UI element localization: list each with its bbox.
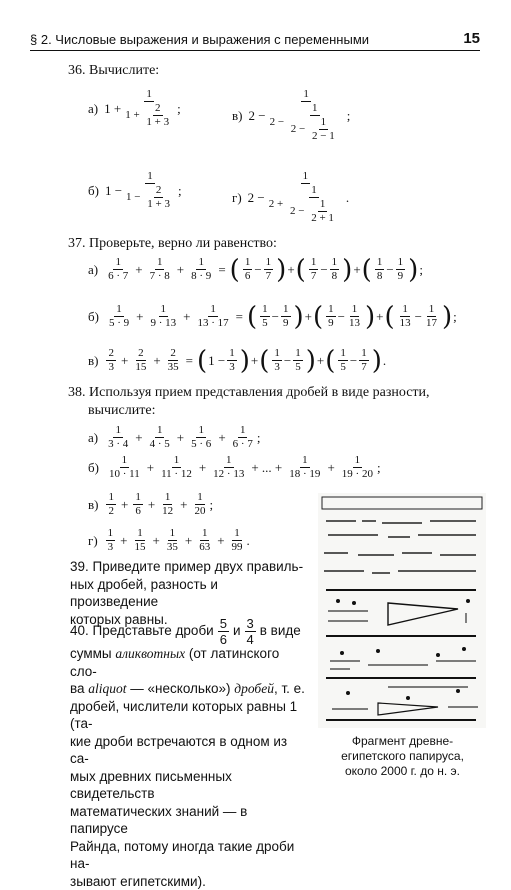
task-37-v: в) $\frac{2}{3}$ + $\frac{2}{15}$ + $\frac{2}{35}$ = ( 1 − $\frac{1}{3}$ ) + ( $\frac{1}{3}$ − $\frac{1}{5}$ ) + ( $\frac{1}{5}$ − $\frac{1}{7}$ ) . [88, 345, 387, 376]
task-36-b: б) 1 − 1 1 − $\frac{2}{1 + 3}$ ; [88, 170, 182, 210]
task-37-title: 37. Проверьте, верно ли равенство: [68, 236, 277, 251]
task-38-g: г) $\frac{1}{3}$ + $\frac{1}{15}$ + $\frac{1}{35}$ + $\frac{1}{63}$ + $\frac{1}{99}$ . [88, 527, 250, 553]
papyrus-fragment-illustration [318, 493, 486, 728]
page-header [30, 30, 480, 51]
task-39-text: 39. Приведите пример двух правиль- ных дробей, разность и произведение которых равны. [70, 559, 304, 627]
papyrus-caption: Фрагмент древне- египетского папируса, около 2000 г. до н. э. [341, 734, 464, 778]
papyrus-image [318, 493, 486, 728]
task-37-b: б) $\frac{1}{5 \cdot 9}$ + $\frac{1}{9 \cdot 13}$ + $\frac{1}{13 \cdot 17}$ = ( $\frac{1}{5}$ − $\frac{1}{9}$ ) + ( $\frac{1}{9}$ − $\frac{1}{13}$ ) + ( $\frac{1}{13}$ − $\frac{1}{17}$ ) ; [88, 301, 457, 332]
task-37-a: а) $\frac{1}{6 \cdot 7}$ + $\frac{1}{7 \cdot 8}$ + $\frac{1}{8 \cdot 9}$ = ( $\frac{1}{6}$ − $\frac{1}{7}$ ) + ( $\frac{1}{7}$ − $\frac{1}{8}$ ) + ( $\frac{1}{8}$ − $\frac{1}{9}$ ) ; [88, 254, 423, 285]
task-40-text: 40. Представьте дроби $\frac{5}{6}$ и $\frac{3}{4}$ в виде суммы аликвотных (от латинского сло- ва aliquot — «несколько») дробей, т. е. дробей, числители которых равны 1 (та- кие дроби встречаются в одном из са- мых древних письменных свидетельств математических знаний — в папирусе Райнда, потому иногда такие дроби на- зывают египетскими). [70, 615, 305, 889]
section-title: § 2. Числовые выражения и выражения с переменными [30, 32, 370, 47]
task-38-title-line2: вычислите: [88, 403, 156, 418]
task-36-title: 36. Вычислите: [68, 63, 160, 78]
task-36-v: в) 2 − 1 2 − 1 2 − $\frac{1}{2 - 1}$ ; [232, 88, 351, 142]
task-36-a: а) 1 + 1 1 + $\frac{2}{1 + 3}$ ; [88, 88, 181, 128]
task-38-b: б) $\frac{1}{10 \cdot 11}$ + $\frac{1}{11 \cdot 12}$ + $\frac{1}{12 \cdot 13}$ + ... + $\frac{1}{18 \cdot 19}$ + $\frac{1}{19 \cdot 20}$ ; [88, 454, 381, 480]
page-number: 15 [463, 30, 480, 47]
task-36-g: г) 2 − 1 2 + 1 2 − $\frac{1}{2 + 1}$ . [232, 170, 350, 224]
task-38-title-line1: 38. Используя прием представления дробей в виде разности, [68, 385, 430, 400]
task-38-a: а) $\frac{1}{3 \cdot 4}$ + $\frac{1}{4 \cdot 5}$ + $\frac{1}{5 \cdot 6}$ + $\frac{1}{6 \cdot 7}$ ; [88, 424, 261, 450]
task-38-v: в) $\frac{1}{2}$ + $\frac{1}{6}$ + $\frac{1}{12}$ + $\frac{1}{20}$ ; [88, 491, 214, 517]
